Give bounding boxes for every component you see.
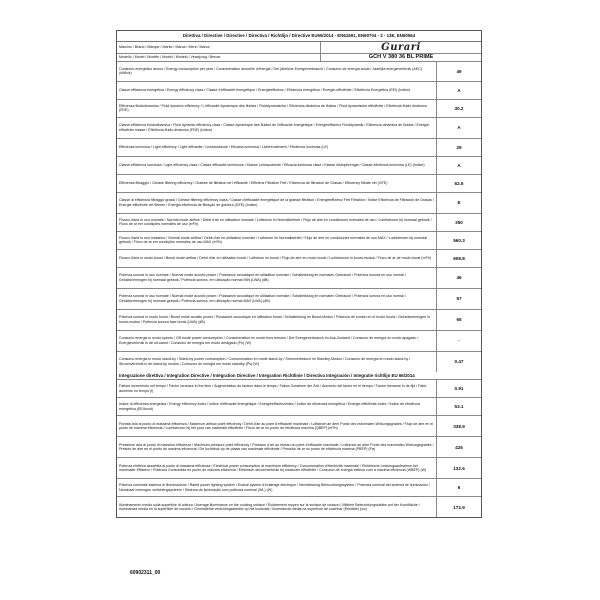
parameter-label: Fattore incremento nel tempo / Factor increase in the time / Augmentation du facteur dans le temps / Faktor Zunahme der Zeit / Aumento del factor en el tiempo / Factor toename in de tijd / Fator aumento no tempo (f) [117, 380, 437, 397]
parameter-label: Classe efficienza energetica / Energy efficiency class / Classe d'efficacité énergétique / Energieeffizienz / Eficiencia energética / Energie-efficiëntie / Eficiência Energética (EEI) (Indice) [117, 82, 437, 99]
parameter-value: 560.3 [453, 237, 465, 243]
parameter-value: 62.5 [454, 180, 464, 186]
parameter-row [117, 268, 481, 289]
parameter-row [117, 118, 481, 139]
parameter-row [117, 479, 481, 497]
brand-row [117, 42, 481, 54]
parameter-value: 29 [456, 144, 462, 150]
parameter-label: Flusso d'aria in modo boost / Boost mode airflow / Débit d'air en utilisation boost / Luftstrom im boost / Flujo de aire en modo boost / Luchtstroom in boost-modus / Fluxo de ar de modo boost (m³/h) [117, 250, 437, 267]
parameter-row [117, 416, 481, 437]
parameter-value: A [457, 87, 461, 93]
parameter-label: Potenza sonora in uso normale / Normal mode acustic power / Puissance acoustique en utilisation normale / Schalleistung im normalen Gebrauch / Potencia sonora en uso normal / Geluidsvermogen bij normaal gebruik / Potência sonora, em utilização normal MAX (LWA) (dB) [117, 289, 437, 309]
integration-section-title: Integrazione direttiva / Integration Directive / Intégration Directive / Integration Richtlinie / Directiva Integración / Integratie richtlijn EU 66/2014 [119, 372, 415, 378]
integration-section-header [117, 372, 481, 381]
parameter-row [117, 310, 481, 331]
parameter-label: Pressione aria al punto di massima efficienza / Maximum pressure point efficiency / Pression d'air au niveau du point d'efficacité maximale / Luftdruck an dem Punkt des maximalen Wirkungsgrades / Presión de aire en el punto de máxima eficiencia / De luchtdruk op de plaats van maximale efficiëntie / Pressão de ar no ponto de eficiência máxima (PBEP) (Pa) [117, 437, 437, 457]
directive-header: Direttiva / Directive / Directive / Directiva / Richtlijn / Directive EU65/2014 - EN61591, EN60704 - 2 - 13E, EN60564 [117, 31, 481, 42]
parameter-value: 350 [455, 219, 463, 225]
parameter-label: Potenza nominale sistema di illuminazione / Rated power lighting system / Evalué system d'éclairage électrique / Nennleistung Beleuchtungssystem / Potencia nominal del sistema de iluminación / Nominaal vermogen verlichtingsysteem / Sistema de iluminação com potência nominal (WL) (W) [117, 479, 437, 496]
parameter-row [117, 497, 481, 517]
brand-logo-cell [321, 42, 481, 53]
parameter-row [117, 193, 481, 214]
parameter-row [117, 398, 481, 416]
parameter-row [117, 139, 481, 157]
parameter-row [117, 100, 481, 118]
parameter-label: Efficienza filtraggio / Grease filtering efficiency / Graisse de filtration de l'efficacité / Effizienz Filtration Fett / Eficiencia de filtración de Grasas / Efficiency filtrate vet (GFE) [117, 175, 437, 192]
parameter-row [117, 458, 481, 479]
parameter-value: 65 [456, 317, 462, 323]
parameter-value: - [458, 338, 460, 344]
parameter-label: Efficienza fluidodinamica / Fluid dynamic efficiency / L'efficacité dynamique des fluides / Fluiddynamische / Eficiencia dinámica de fluidos / Fluid dynamische efficiëntie / Eficiência fluido dinâmica (FDE) [117, 100, 437, 117]
parameter-value: 57 [456, 296, 462, 302]
parameter-row [117, 232, 481, 250]
parameter-value: 338.9 [453, 423, 465, 429]
brand-label: Marchio / Brand / Marque / Marke / Marca / Merk / Marca [117, 42, 321, 53]
parameter-value: 172.9 [453, 504, 465, 510]
parameter-label: Potenza elettrica assorbita al punto di massima efficienza / Electrical power consumption at maximum efficiency / Consommation d'électricité maximale / Elektrische Leistungsaufnahme bei maximaler Effizienz / Potencia Consumida en punto de máxima eficiencia / Elektrisch stroomverbruik bij maximale efficiëntie / Consumo de energia elétrica com a máxima eficiência (WBEP) (W) [117, 458, 437, 478]
parameter-label: Potenza sonora in uso normale / Normal mode acustic power / Puissance acoustique en utilisation normale / Schalleistung im normalen Gebrauch / Potencia sonora en uso normal / Geluidsvermogen bij normaal gebruik / Potência sonora, em utilização normal MIN (LWA) (dB) [117, 268, 437, 288]
parameter-label: Flusso d'aria in uso normale / Normal mode airflow / Débit d'air en utilisation normale / Luftstrom im Normalbetrieb / Flujo de aire en condiciones normales de uso / Luchtstroom bij normaal gebruik / Fluxo de ar em condições normales de uso (m³/h) [117, 214, 437, 231]
parameter-row [117, 289, 481, 310]
parameter-value: 49 [456, 68, 462, 74]
parameter-label: Potenza sonora in modo boost / Boost mode acustic power / Puissance acoustique en utilisation boost / Schalleistung im Boost-Modus / Potencia de sonido en el modo boost / Geluidsvermogen in boost-modus / Potência sonora fase boost (LWA) (dB) [117, 310, 437, 330]
parameter-label: Illuminamento medio sulla superficie di cottura / Average illuminance on the cooking surface / Éclairement moyen sur la surface de cuisson / Mittlere Beleuchtungsstärke auf der Kochfläche / Iluminancia media en la superficie de cocción / Gemiddelde verlichtingssterkte op het kookvlak / Iluminância média na superfície de cozinhar (Emiddle) (lux) [117, 497, 437, 517]
integration-parameters-table [117, 380, 481, 517]
parameter-label: Classe efficienza luminosa / Light efficiency class / Classe efficacité lumineuse / Klasse Lichtausbeute / Eficacia luminosa clase / Klasse lichtopbrengst / Classe eficiência luminosa (LE) (Indice) [117, 157, 437, 174]
parameter-value: 0.47 [454, 359, 464, 365]
parameter-value: 46 [456, 275, 462, 281]
model-value: GCH V 380 36 BL PRIME [368, 54, 434, 61]
parameter-label: Classe di efficienza filtraggio grassi / Grease filtering efficiency class / Classe d'efficacité énergétique de la graisse filtration / Energieeffizienz Fett Filtration / Índice Eficiencia de Filtración de Grasas / Energie-efficiëntie vet filteren / Energia eficiência de filtração de gordura (GFE) (Indice) [117, 193, 437, 213]
parameter-value: E [457, 200, 461, 206]
energy-label-sheet [116, 30, 482, 518]
parameter-label: Consumo energia in modo stand-by / Stand-by power consumption / Consommation en mode stand-by / Stromverbrauch im Standby-Modus / Consumo de energía en modo stand-by / Stroomverbruik in de stand-by modus / Consumo de energia em modo standby (Ps) (W) [117, 352, 437, 372]
parameter-label: Indice di efficienza energetica / Energy efficiency index / Indice d'efficacité énergétique / Energieeffizienzindex / Índice de eficiencia energética / Energie-efficiëntie-index / Índice de eficiência energética (EEIhood) [117, 398, 437, 415]
parameter-label: Efficienza luminosa / Light efficiency / Light efficacité / Lichtausbeute / Eficacia luminosa / Lichtrendement / Eficiência luminosa (LE) [117, 139, 437, 156]
parameter-label: Consumo energia in modo spento / Off-mode power consumption / Consommation en mode hors tension / Der Energieverbrauch im Aus-Zustand / Consumo de energía en modo apagado / Energieverbruik in de uit-stand / Consumo de energia em modo desligado (Po) (W) [117, 331, 437, 351]
parameter-row [117, 62, 481, 82]
parameter-value: 132.6 [453, 465, 465, 471]
parameter-label: Consumo energetico annuo / Energy consumption per year / Consommation annuelle d'énergie / Der jährliche Energieverbrauch / Consumo de energía anual / Jaarlijks energieverbruik (AEC) (kWh/a) [117, 62, 437, 81]
parameter-row [117, 437, 481, 458]
parameter-row [117, 380, 481, 398]
parameter-row [117, 331, 481, 352]
parameter-value: 608.8 [453, 255, 465, 261]
parameter-value: A [457, 162, 461, 168]
model-label: Modello / Model / Modèle / Modell / Modelo / Verwijzing / Brecar [117, 54, 321, 61]
parameter-label: Classe efficienza fluidodinamica / Fluid dynamic efficiency class / Classe dynamique des fluides de l'efficacité énergétique / Energieeffizienz Fluiddynamik / Eficiencia dinámica de fluidos / Energie-efficiëntie klasse / Eficiência fluido dinâmica (FDE) (Indice) [117, 118, 437, 138]
brand-logo: Gurari [381, 42, 421, 53]
parameter-value: 0.91 [454, 386, 464, 392]
parameter-row [117, 214, 481, 232]
parameter-row [117, 250, 481, 268]
parameter-value: 6 [457, 485, 461, 491]
document-code: 60902311_00 [130, 570, 161, 576]
parameter-row [117, 352, 481, 372]
parameter-value: 30.2 [454, 105, 464, 111]
parameters-table [117, 62, 481, 372]
parameter-value: 425 [455, 444, 463, 450]
parameter-row [117, 82, 481, 100]
parameter-value: 53.1 [454, 404, 464, 410]
parameter-value: A [457, 125, 461, 131]
parameter-row [117, 175, 481, 193]
parameter-row [117, 157, 481, 175]
parameter-label: Flusso d'aria in uso massimo / Normal mode airflow / Débit d'air en utilisation normale / Luftstrom im Normalbetrieb / Flujo de aire en condiciones normales de uso MAX / Luchtstroom bij normaal gebruik / Fluxo de ar em condições normales de uso MAX (m³/h) [117, 232, 437, 249]
model-row [117, 54, 481, 62]
parameter-label: Portata aria al punto di massima efficienza / Maximum airflow point efficiency / Débit d'air au point d'efficacité maximale / Luftstrom an dem Punkt des maximalen Wirkungsgrades / Flujo de aire en el punto de máxima eficiencia / Luchtstroom bij het punt van maximale efficiëntie / Fluxo de ar no ponto de eficiência máxima (QBEP) (m³/h) [117, 416, 437, 436]
